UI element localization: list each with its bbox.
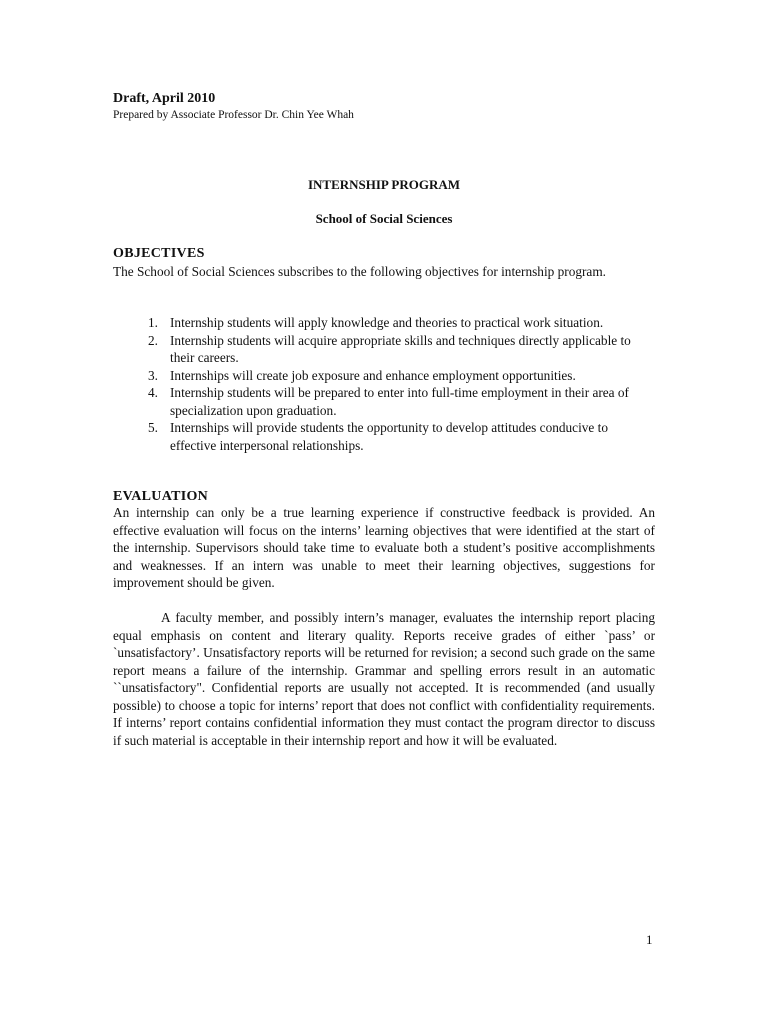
document-title: INTERNSHIP PROGRAM <box>307 177 461 192</box>
prepared-by: Prepared by Associate Professor Dr. Chin Yee Whah <box>113 109 354 121</box>
page-number: 1 <box>646 932 653 947</box>
list-item-text: Internship students will be prepared to enter into full-time employment in their area of specialization upon graduation. <box>170 385 629 418</box>
list-item-number: 2. <box>148 332 158 348</box>
list-item-number: 1. <box>148 315 158 330</box>
list-item-text: Internships will create job exposure and enhance employment opportunities. <box>170 367 576 383</box>
list-item <box>113 332 655 367</box>
document-subtitle: School of Social Sciences <box>315 211 453 226</box>
list-item <box>113 384 655 419</box>
list-item-number: 3. <box>148 367 158 383</box>
list-item <box>113 314 655 332</box>
list-item <box>113 367 655 385</box>
list-item <box>113 419 655 454</box>
objectives-heading: OBJECTIVES <box>113 246 205 261</box>
list-item-text: Internship students will acquire appropriate skills and techniques directly applicable to their careers. <box>170 332 631 365</box>
list-item-text: Internship students will apply knowledge and theories to practical work situation. <box>170 315 604 330</box>
objectives-intro: The School of Social Sciences subscribes to the following objectives for internship program. <box>113 264 606 279</box>
list-item-number: 5. <box>148 420 158 435</box>
evaluation-paragraph-2: A faculty member, and possibly intern’s manager, evaluates the internship report placing equal emphasis on content and literary quality. Reports receive grades of either `pass’ or `unsatisfactory’. Unsatisfactory reports will be returned for revision; a second such grade on the same report means a failure of the internship. Grammar and spelling errors result in an automatic ``unsatisfactory". Confidential reports are usually not accepted. It is recommended (and usually possible) to choose a topic for interns’ report that does not conflict with confidentiality requirements. If interns’ report contains confidential information they must contact the program director to discuss if such material is acceptable in their internship report and how it will be evaluated. <box>113 610 655 748</box>
draft-date: Draft, April 2010 <box>113 91 216 106</box>
evaluation-heading: EVALUATION <box>113 489 209 504</box>
list-item-text: Internships will provide students the opportunity to develop attitudes conducive to effective interpersonal relationships. <box>170 420 608 453</box>
objectives-list <box>113 314 655 454</box>
list-item-number: 4. <box>148 385 158 400</box>
evaluation-paragraph-1: An internship can only be a true learning experience if constructive feedback is provided. An effective evaluation will focus on the interns’ learning objectives that were identified at the start of the internship. Supervisors should take time to evaluate both a student’s positive accomplishments and weaknesses. If an intern was unable to meet their learning objectives, suggestions for improvement should be given. <box>113 505 655 590</box>
